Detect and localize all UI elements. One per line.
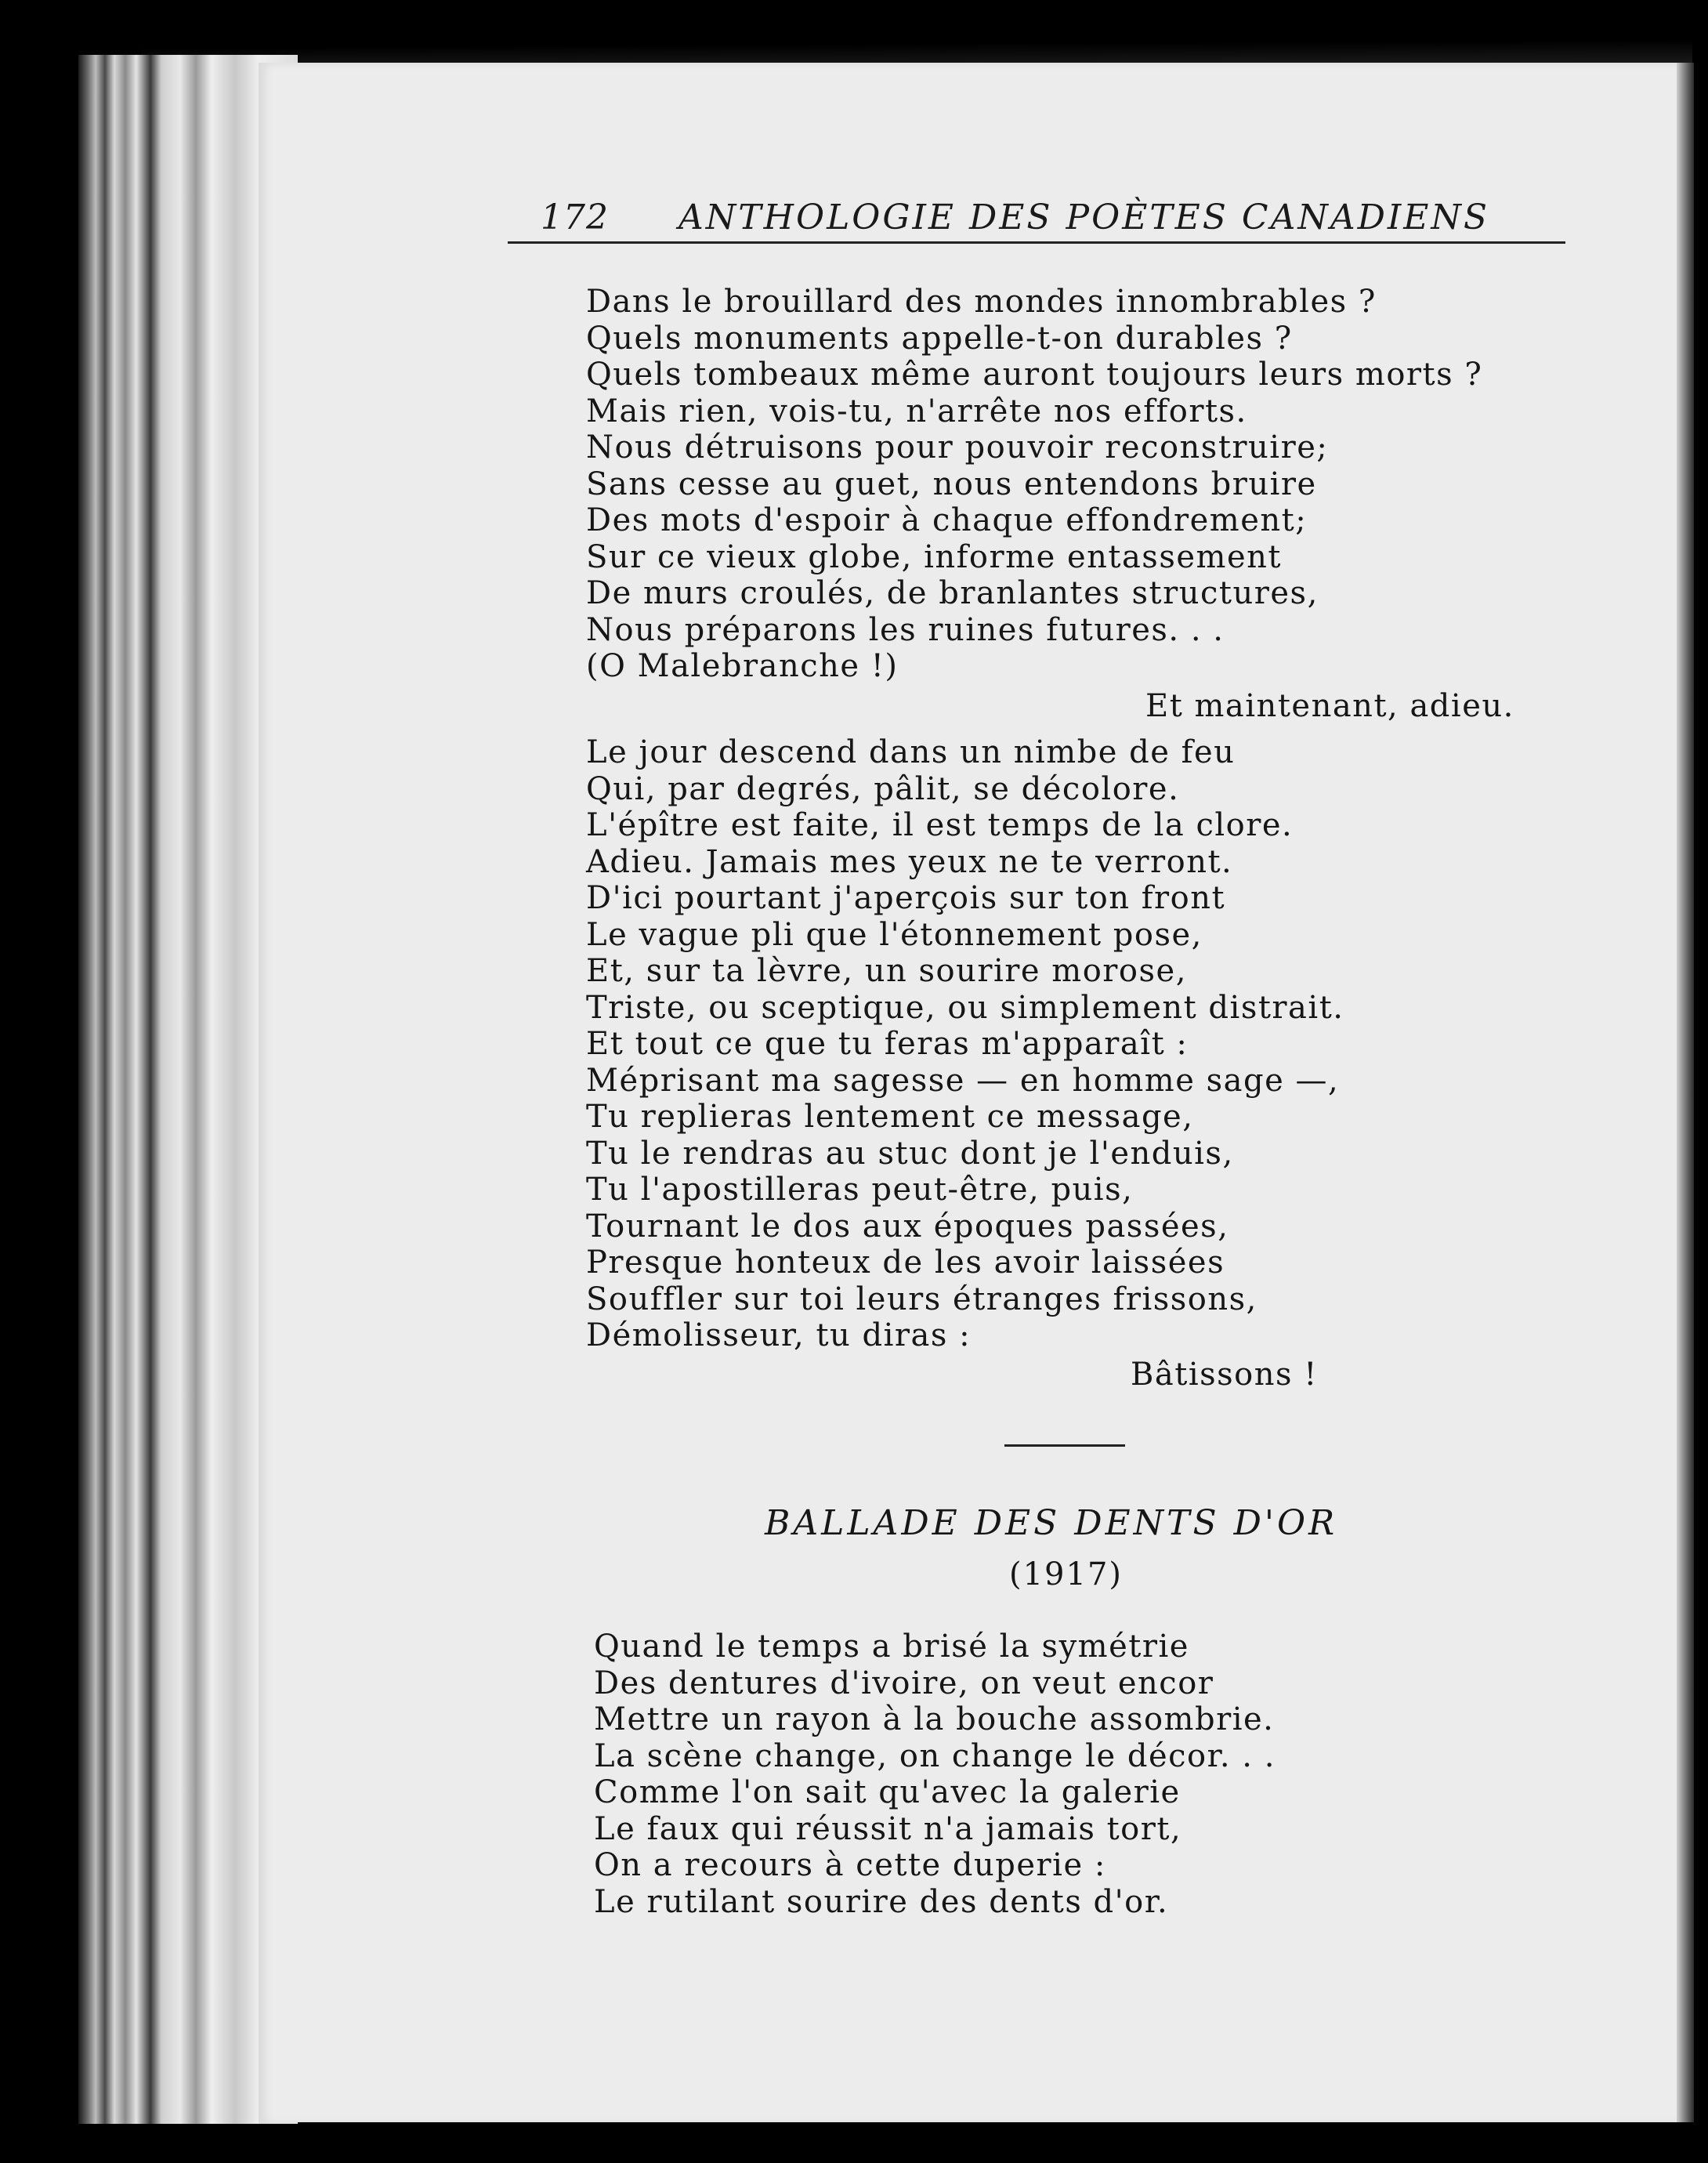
verse-line: Démolisseur, tu diras : (586, 1317, 972, 1353)
verse-line: Le faux qui réussit n'a jamais tort, (594, 1810, 1182, 1847)
poem-title: BALLADE DES DENTS D'OR (765, 1503, 1338, 1543)
verse-line: Presque honteux de les avoir laissées (586, 1245, 1225, 1281)
ballade-stanza (594, 1629, 1276, 1920)
running-title: ANTHOLOGIE DES POÈTES CANADIENS (678, 197, 1490, 237)
verse-line: Nous préparons les ruines futures. . . (586, 611, 1225, 648)
verse-line: La scène change, on change le décor. . . (594, 1737, 1276, 1774)
verse-line: Souffler sur toi leurs étranges frissons, (586, 1281, 1257, 1317)
stanza-2 (586, 734, 1344, 1354)
verse-line: Méprisant ma sagesse — en homme sage —, (586, 1062, 1340, 1099)
verse-line: Le jour descend dans un nimbe de feu (586, 734, 1236, 770)
verse-line: Sans cesse au guet, nous entendons bruire (586, 466, 1317, 502)
verse-line: (O Malebranche !) (586, 648, 899, 684)
verse-line: Nous détruisons pour pouvoir reconstruire; (586, 429, 1329, 466)
scan-bottom-border (298, 2122, 1708, 2163)
verse-line: Quels monuments appelle-t-on durables ? (586, 320, 1293, 357)
verse-line: Sur ce vieux globe, informe entassement (586, 538, 1282, 575)
verse-line: L'épître est faite, il est temps de la clore. (586, 807, 1294, 843)
verse-line: D'ici pourtant j'aperçois sur ton front (586, 880, 1226, 916)
verse-line: Des mots d'espoir à chaque effondrement; (586, 502, 1308, 538)
verse-line: Quels tombeaux même auront toujours leurs morts ? (586, 357, 1483, 393)
verse-line: Des dentures d'ivoire, on veut encor (594, 1665, 1214, 1701)
verse-line: De murs croulés, de branlantes structures, (586, 575, 1319, 611)
header-rule (508, 241, 1565, 244)
verse-line: On a recours à cette duperie : (594, 1847, 1106, 1883)
book-page-right-edge (1677, 63, 1694, 2124)
section-divider (1004, 1444, 1125, 1447)
verse-line: Le vague pli que l'étonnement pose, (586, 916, 1203, 953)
verse-line: Le rutilant sourire des dents d'or. (594, 1883, 1169, 1920)
page-number: 172 (541, 197, 609, 237)
running-header (541, 197, 1567, 245)
verse-line: Qui, par degrés, pâlit, se décolore. (586, 770, 1180, 807)
verse-line: Et, sur ta lèvre, un sourire morose, (586, 953, 1187, 989)
verse-line: Mais rien, vois-tu, n'arrête nos efforts. (586, 393, 1247, 429)
verse-line-adieu: Et maintenant, adieu. (1145, 688, 1514, 724)
verse-line: Tu l'apostilleras peut-être, puis, (586, 1172, 1134, 1208)
verse-line: Tournant le dos aux époques passées, (586, 1208, 1229, 1245)
verse-line: Adieu. Jamais mes yeux ne te verront. (586, 843, 1233, 880)
verse-line: Et tout ce que tu feras m'apparaît : (586, 1026, 1189, 1062)
verse-line: Mettre un rayon à la bouche assombrie. (594, 1701, 1275, 1737)
verse-line: Comme l'on sait qu'avec la galerie (594, 1774, 1181, 1810)
poem-year: (1917) (1009, 1556, 1124, 1592)
stanza-1 (586, 284, 1482, 685)
verse-line-batissons: Bâtissons ! (1131, 1357, 1318, 1393)
verse-line: Tu replieras lentement ce message, (586, 1099, 1194, 1135)
verse-line: Tu le rendras au stuc dont je l'enduis, (586, 1135, 1234, 1172)
verse-line: Triste, ou sceptique, ou simplement distrait. (586, 989, 1344, 1026)
verse-line: Dans le brouillard des mondes innombrables ? (586, 284, 1377, 320)
verse-line: Quand le temps a brisé la symétrie (594, 1629, 1189, 1665)
